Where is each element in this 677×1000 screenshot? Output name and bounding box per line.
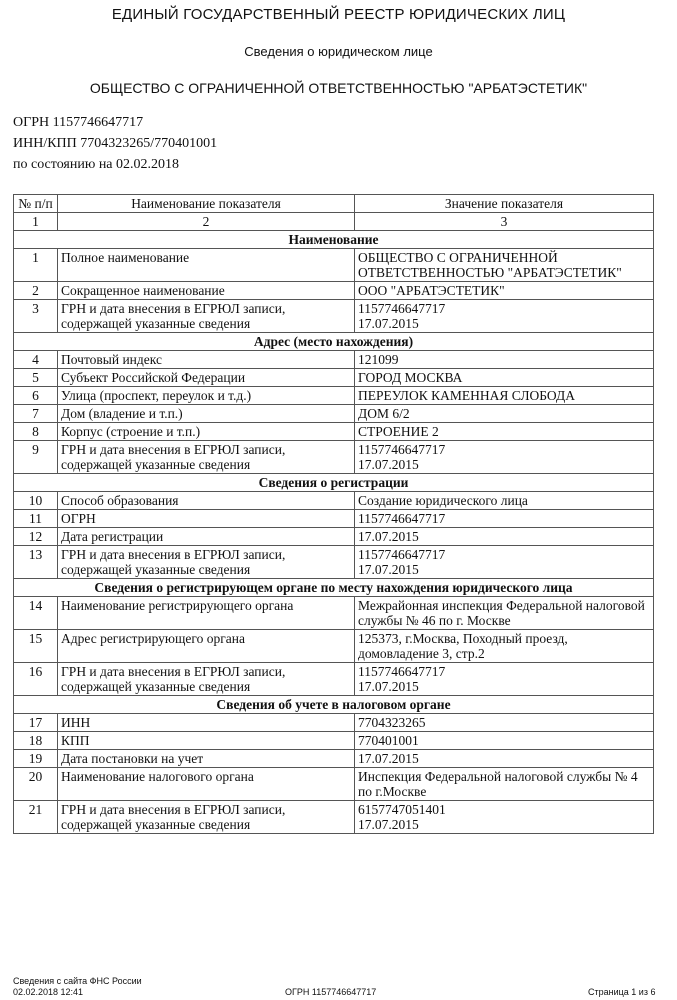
row-number: 14	[14, 597, 58, 630]
indicator-value: ООО "АРБАТЭСТЕТИК"	[355, 282, 654, 300]
row-number: 18	[14, 732, 58, 750]
row-number: 3	[14, 300, 58, 333]
indicator-value: ГОРОД МОСКВА	[355, 369, 654, 387]
row-number: 5	[14, 369, 58, 387]
table-row	[14, 405, 654, 423]
section-title: Сведения о регистрации	[14, 474, 654, 492]
table-row	[14, 801, 654, 834]
indicator-name: Адрес регистрирующего органа	[58, 630, 355, 663]
row-number: 17	[14, 714, 58, 732]
indicator-name: ИНН	[58, 714, 355, 732]
indicator-value: 770401001	[355, 732, 654, 750]
table-body	[14, 231, 654, 834]
section-title: Сведения о регистрирующем органе по месту нахождения юридического лица	[14, 579, 654, 597]
section-header-row	[14, 696, 654, 714]
table-row	[14, 423, 654, 441]
indicator-name: Субъект Российской Федерации	[58, 369, 355, 387]
indicator-value: Создание юридического лица	[355, 492, 654, 510]
row-number: 20	[14, 768, 58, 801]
indicator-name: ГРН и дата внесения в ЕГРЮЛ записи, содержащей указанные сведения	[58, 300, 355, 333]
header-number: № п/п	[14, 195, 58, 213]
indicator-value: 1157746647717 17.07.2015	[355, 300, 654, 333]
indicator-name: ГРН и дата внесения в ЕГРЮЛ записи, содержащей указанные сведения	[58, 441, 355, 474]
footer-datetime: 02.02.2018 12:41	[13, 987, 84, 997]
indicator-name: Сокращенное наименование	[58, 282, 355, 300]
header-indicator-value: Значение показателя	[355, 195, 654, 213]
indicator-value: Межрайонная инспекция Федеральной налоговой службы № 46 по г. Москве	[355, 597, 654, 630]
indicator-value: 1157746647717 17.07.2015	[355, 546, 654, 579]
table-row	[14, 630, 654, 663]
document-title: ЕДИНЫЙ ГОСУДАРСТВЕННЫЙ РЕЕСТР ЮРИДИЧЕСКИХ ЛИЦ	[111, 6, 566, 23]
section-header-row	[14, 333, 654, 351]
indicator-value: 1157746647717 17.07.2015	[355, 441, 654, 474]
section-title: Сведения об учете в налоговом органе	[14, 696, 654, 714]
row-number: 1	[14, 249, 58, 282]
table-row	[14, 351, 654, 369]
indicator-name: КПП	[58, 732, 355, 750]
column-number: 1	[14, 213, 58, 231]
indicator-name: Дата постановки на учет	[58, 750, 355, 768]
row-number: 16	[14, 663, 58, 696]
table-row	[14, 663, 654, 696]
row-number: 10	[14, 492, 58, 510]
column-number: 2	[58, 213, 355, 231]
table-row	[14, 732, 654, 750]
row-number: 12	[14, 528, 58, 546]
indicator-value: 1157746647717 17.07.2015	[355, 663, 654, 696]
indicator-name: Почтовый индекс	[58, 351, 355, 369]
footer-ogrn: ОГРН 1157746647717	[285, 987, 377, 997]
indicator-value: СТРОЕНИЕ 2	[355, 423, 654, 441]
indicator-value: 6157747051401 17.07.2015	[355, 801, 654, 834]
table-row	[14, 492, 654, 510]
section-title: Адрес (место нахождения)	[14, 333, 654, 351]
table-row	[14, 387, 654, 405]
indicator-value: ПЕРЕУЛОК КАМЕННАЯ СЛОБОДА	[355, 387, 654, 405]
footer-page-number: Страница 1 из 6	[588, 987, 656, 997]
row-number: 2	[14, 282, 58, 300]
indicator-name: ГРН и дата внесения в ЕГРЮЛ записи, содержащей указанные сведения	[58, 663, 355, 696]
indicator-value: 1157746647717	[355, 510, 654, 528]
indicator-value: 121099	[355, 351, 654, 369]
indicator-value: Инспекция Федеральной налоговой службы № 4 по г.Москве	[355, 768, 654, 801]
table-row	[14, 282, 654, 300]
row-number: 7	[14, 405, 58, 423]
indicator-name: Дом (владение и т.п.)	[58, 405, 355, 423]
table-row	[14, 300, 654, 333]
indicator-value: 17.07.2015	[355, 750, 654, 768]
organization-name: ОБЩЕСТВО С ОГРАНИЧЕННОЙ ОТВЕТСТВЕННОСТЬЮ "АРБАТЭСТЕТИК"	[89, 80, 588, 96]
row-number: 8	[14, 423, 58, 441]
header-indicator-name: Наименование показателя	[58, 195, 355, 213]
indicator-name: ОГРН	[58, 510, 355, 528]
table-header-row	[14, 195, 654, 213]
indicator-value: ОБЩЕСТВО С ОГРАНИЧЕННОЙ ОТВЕТСТВЕННОСТЬЮ "АРБАТЭСТЕТИК"	[355, 249, 654, 282]
table-row	[14, 249, 654, 282]
inn-kpp-line: ИНН/КПП 7704323265/770401001	[13, 136, 218, 151]
table-row	[14, 546, 654, 579]
row-number: 9	[14, 441, 58, 474]
indicator-name: Улица (проспект, переулок и т.д.)	[58, 387, 355, 405]
table-row	[14, 510, 654, 528]
registry-table	[13, 194, 654, 834]
column-number-row	[14, 213, 654, 231]
indicator-value: ДОМ 6/2	[355, 405, 654, 423]
row-number: 21	[14, 801, 58, 834]
table-row	[14, 768, 654, 801]
section-header-row	[14, 474, 654, 492]
table-row	[14, 597, 654, 630]
row-number: 15	[14, 630, 58, 663]
table-row	[14, 714, 654, 732]
row-number: 4	[14, 351, 58, 369]
table-row	[14, 441, 654, 474]
indicator-name: Способ образования	[58, 492, 355, 510]
footer-source: Сведения с сайта ФНС России	[13, 976, 142, 986]
section-header-row	[14, 579, 654, 597]
section-title: Наименование	[14, 231, 654, 249]
indicator-value: 17.07.2015	[355, 528, 654, 546]
section-header-row	[14, 231, 654, 249]
table-row	[14, 750, 654, 768]
indicator-name: Корпус (строение и т.п.)	[58, 423, 355, 441]
indicator-name: Наименование налогового органа	[58, 768, 355, 801]
indicator-name: ГРН и дата внесения в ЕГРЮЛ записи, содержащей указанные сведения	[58, 546, 355, 579]
indicator-name: Дата регистрации	[58, 528, 355, 546]
column-number: 3	[355, 213, 654, 231]
row-number: 19	[14, 750, 58, 768]
indicator-name: ГРН и дата внесения в ЕГРЮЛ записи, содержащей указанные сведения	[58, 801, 355, 834]
table-row	[14, 528, 654, 546]
ogrn-line: ОГРН 1157746647717	[13, 115, 144, 130]
indicator-value: 7704323265	[355, 714, 654, 732]
indicator-name: Наименование регистрирующего органа	[58, 597, 355, 630]
row-number: 11	[14, 510, 58, 528]
table-row	[14, 369, 654, 387]
indicator-name: Полное наименование	[58, 249, 355, 282]
row-number: 6	[14, 387, 58, 405]
as-of-date-line: по состоянию на 02.02.2018	[13, 157, 180, 172]
row-number: 13	[14, 546, 58, 579]
document-subtitle: Сведения о юридическом лице	[244, 44, 433, 59]
indicator-value: 125373, г.Москва, Походный проезд, домовладение 3, стр.2	[355, 630, 654, 663]
